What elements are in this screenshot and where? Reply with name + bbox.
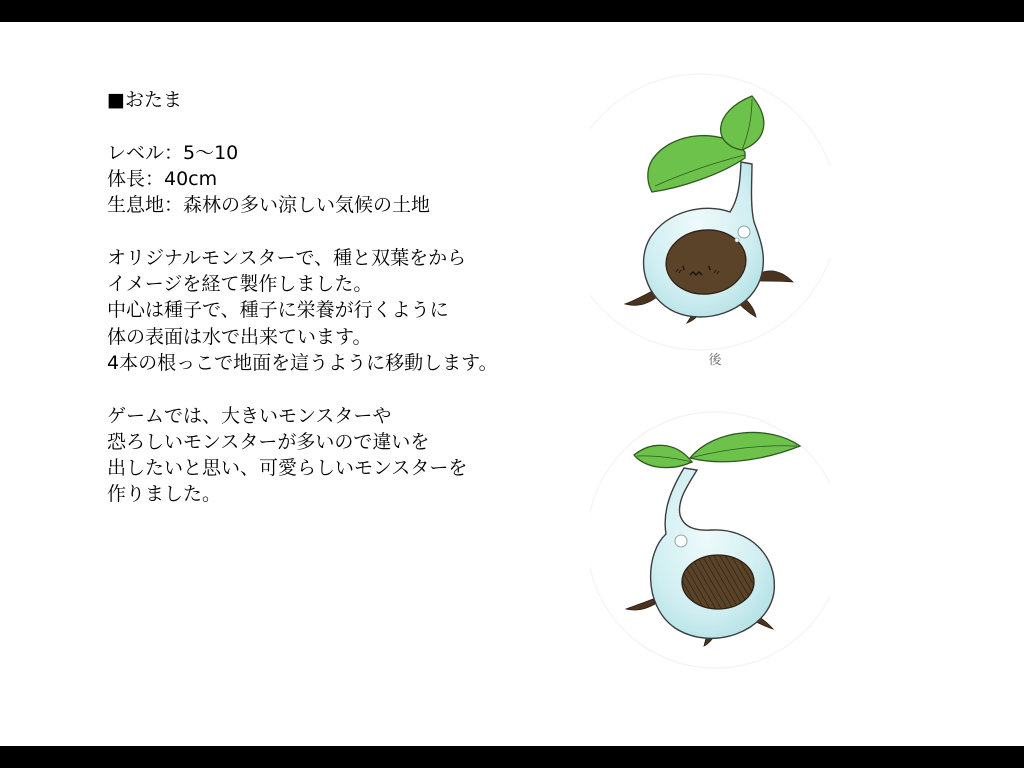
water-body	[651, 468, 775, 638]
description-line: イメージを経て製作しました。	[107, 273, 373, 296]
stat-habitat: 生息地：森林の多い涼しい気候の土地	[107, 194, 431, 217]
bubble	[675, 535, 687, 547]
root-right	[758, 271, 793, 282]
bubble	[738, 226, 750, 238]
eye-right	[709, 266, 710, 270]
leaf-small	[721, 96, 764, 150]
blank-line	[107, 218, 567, 244]
letterbox-bottom	[0, 746, 1024, 768]
sprout-creature-icon	[590, 412, 830, 668]
sprout-creature-icon	[590, 74, 830, 350]
illustrations	[590, 50, 830, 690]
note-line: 作りました。	[107, 483, 222, 506]
illustration-caption: 後	[708, 353, 722, 368]
slide-title: ■おたま	[107, 89, 182, 111]
note-line: 恐ろしいモンスターが多いので違いを	[107, 430, 430, 453]
stat-length: 体長：40cm	[107, 167, 218, 190]
letterbox-top	[0, 0, 1024, 22]
seed	[682, 555, 754, 609]
eye-left	[683, 266, 684, 270]
slide-text	[107, 87, 567, 508]
root-left	[626, 599, 655, 610]
description-line: 体の表面は水で出来ています。	[107, 325, 372, 348]
blank-line	[107, 376, 567, 402]
description-line: 4本の根っこで地面を這うように移動します。	[107, 351, 498, 374]
note-line: 出したいと思い、可愛らしいモンスターを	[107, 457, 468, 480]
blank-line	[107, 113, 567, 139]
description-line: オリジナルモンスターで、種と双葉をから	[107, 246, 467, 269]
description-line: 中心は種子で、種子に栄養が行くように	[107, 299, 449, 322]
leaf-right	[690, 432, 800, 461]
bubble-small	[735, 238, 739, 242]
note-line: ゲームでは、大きいモンスターや	[107, 404, 392, 427]
slide[interactable]	[0, 22, 1024, 746]
stat-level: レベル：5～10	[107, 141, 239, 164]
leaf-left	[634, 445, 692, 467]
